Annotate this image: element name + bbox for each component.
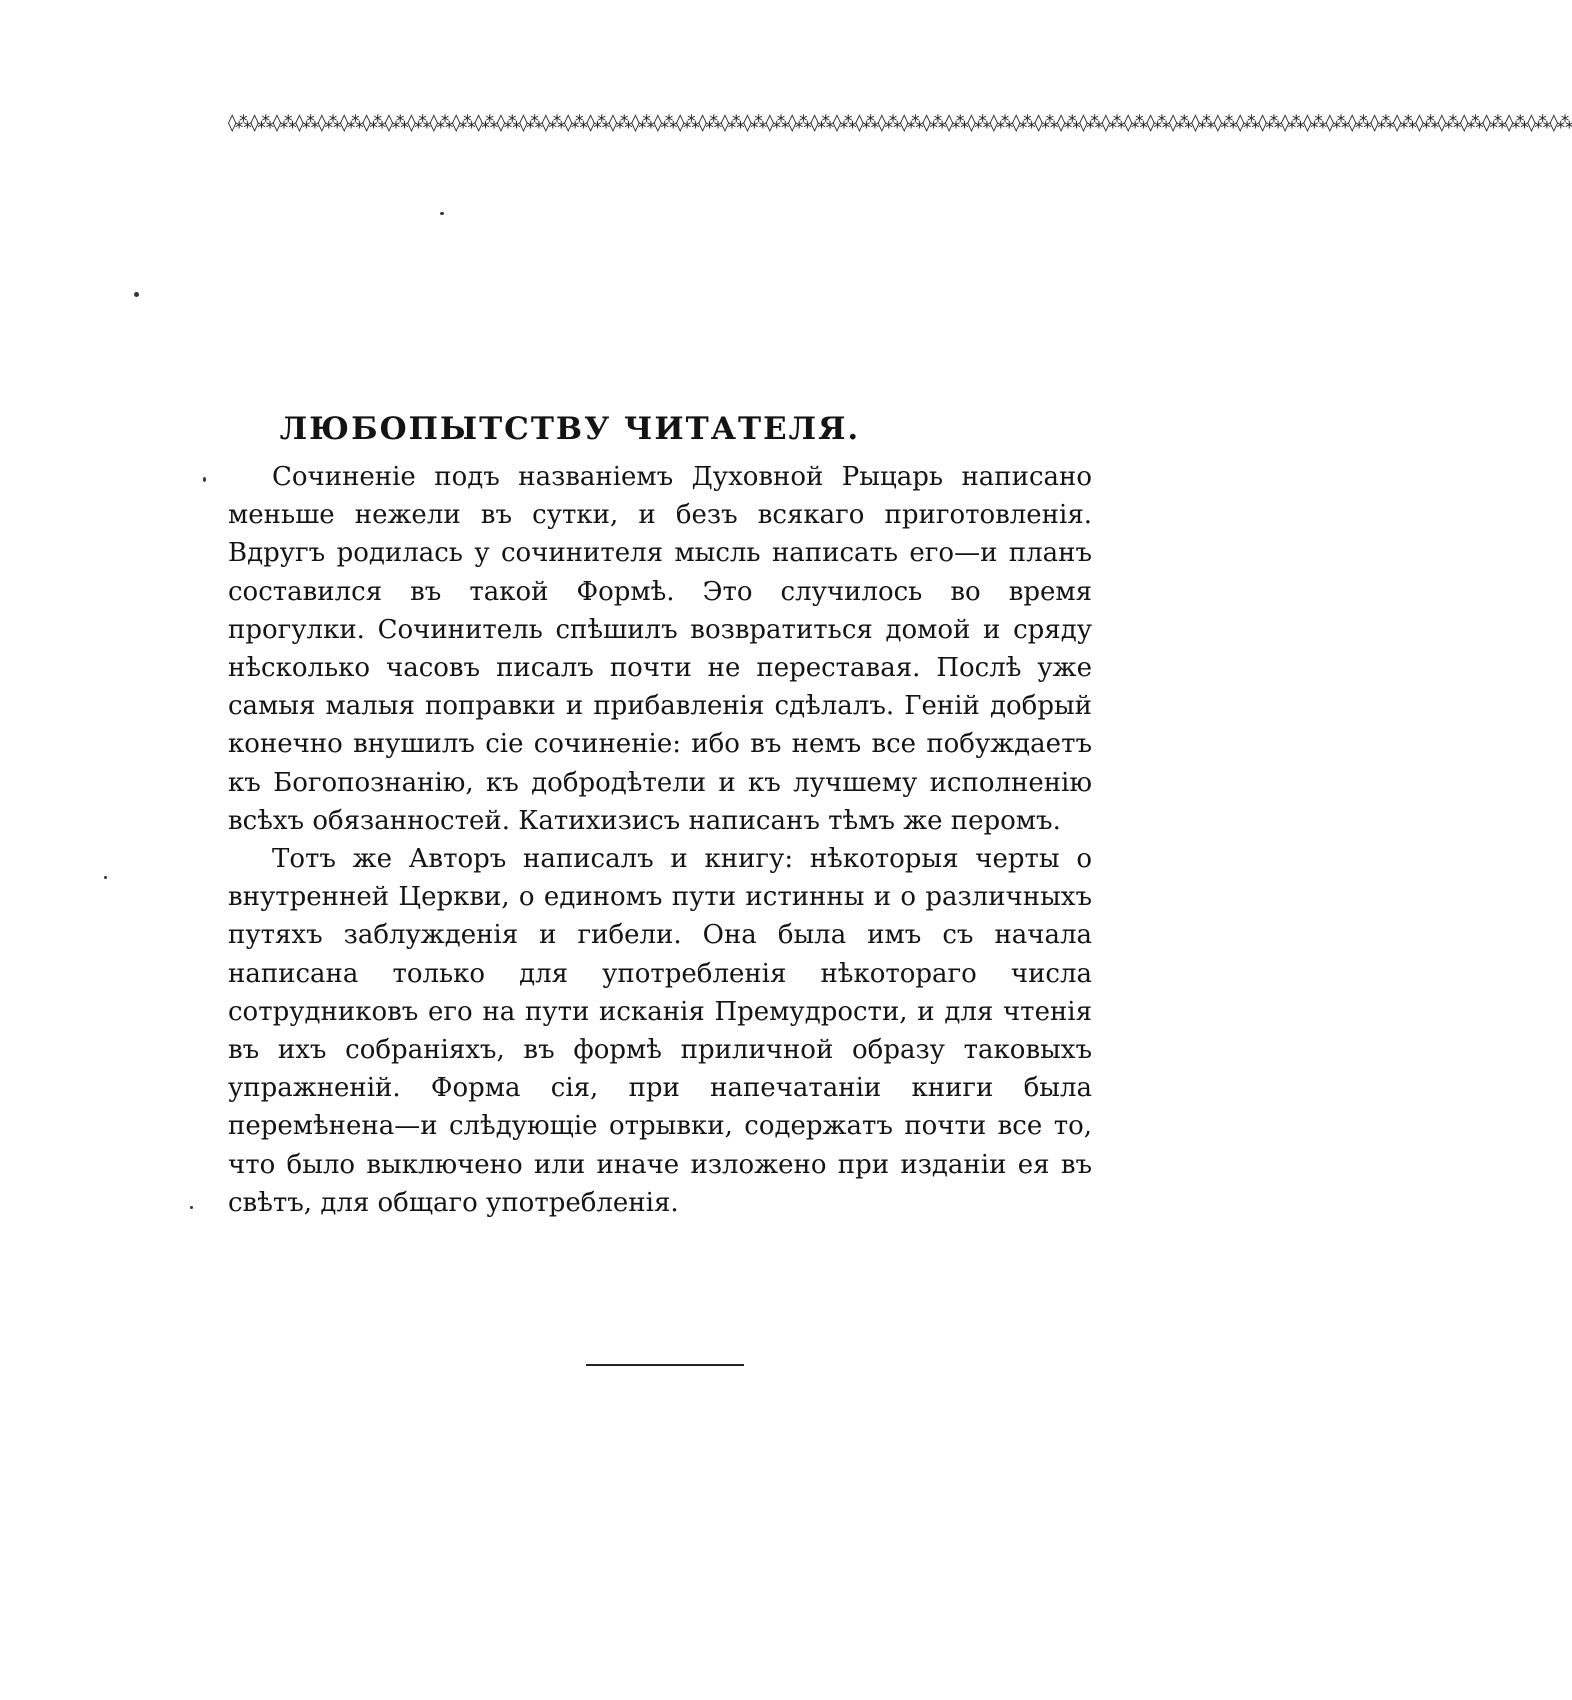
- body-text: [228, 458, 1092, 1222]
- print-speck: [440, 212, 444, 215]
- print-speck: [134, 292, 139, 297]
- print-speck: [104, 876, 107, 879]
- paragraph-1: Сочиненіе подъ названіемъ Духовной Рыцарь написано меньше нежели въ сутки, и безъ всякаго приготовленія. Вдругъ родилась у сочинителя мысль написать его—и планъ составился въ такой Формѣ. Это случилось во время прогулки. Сочинитель спѣшилъ возвратиться домой и сряду нѣсколько часовъ писалъ почти не переставая. Послѣ уже самыя малыя поправки и прибавленія сдѣлалъ. Геній добрый конечно внушилъ сіе сочиненіе: ибо въ немъ все побуждаетъ къ Богопознанію, къ добродѣтели и къ лучшему исполненію всѣхъ обязанностей. Катихизисъ написанъ тѣмъ же перомъ.: [228, 462, 1092, 836]
- paragraph-2: Тотъ же Авторъ написалъ и книгу: нѣкоторыя черты о внутренней Церкви, о единомъ пути истинны и о различныхъ путяхъ заблужденія и гибели. Она была имъ съ начала написана только для употребленія нѣкотораго числа сотрудниковъ его на пути исканія Премудрости, и для чтенія въ ихъ собраніяхъ, въ формѣ приличной образу таковыхъ упражненій. Форма сія, при напечатаніи книги была перемѣнена—и слѣдующіе отрывки, содержатъ почти все то, что было выключено или иначе изложено при изданіи ея въ свѣтъ, для общаго употребленія.: [228, 844, 1092, 1218]
- closing-rule: [586, 1364, 744, 1366]
- print-speck: [203, 477, 206, 482]
- print-speck: [190, 1206, 193, 1209]
- ornamental-border: ◊⁂◊⁂◊⁂◊⁂◊⁂◊⁂◊⁂◊⁂◊⁂◊⁂◊⁂◊⁂◊⁂◊⁂◊⁂◊⁂◊⁂◊⁂◊⁂◊⁂◊⁂◊⁂◊⁂◊⁂◊⁂◊⁂◊⁂◊⁂◊⁂◊⁂◊⁂◊⁂◊⁂◊⁂◊⁂◊⁂◊⁂◊⁂◊⁂◊⁂◊⁂◊⁂◊⁂◊⁂◊⁂◊⁂◊⁂◊⁂◊⁂◊⁂◊⁂◊⁂◊⁂◊⁂◊⁂◊⁂◊⁂◊⁂◊⁂◊⁂: [228, 113, 1572, 133]
- page-title: ЛЮБОПЫТСТВУ ЧИТАТЕЛЯ.: [279, 410, 861, 447]
